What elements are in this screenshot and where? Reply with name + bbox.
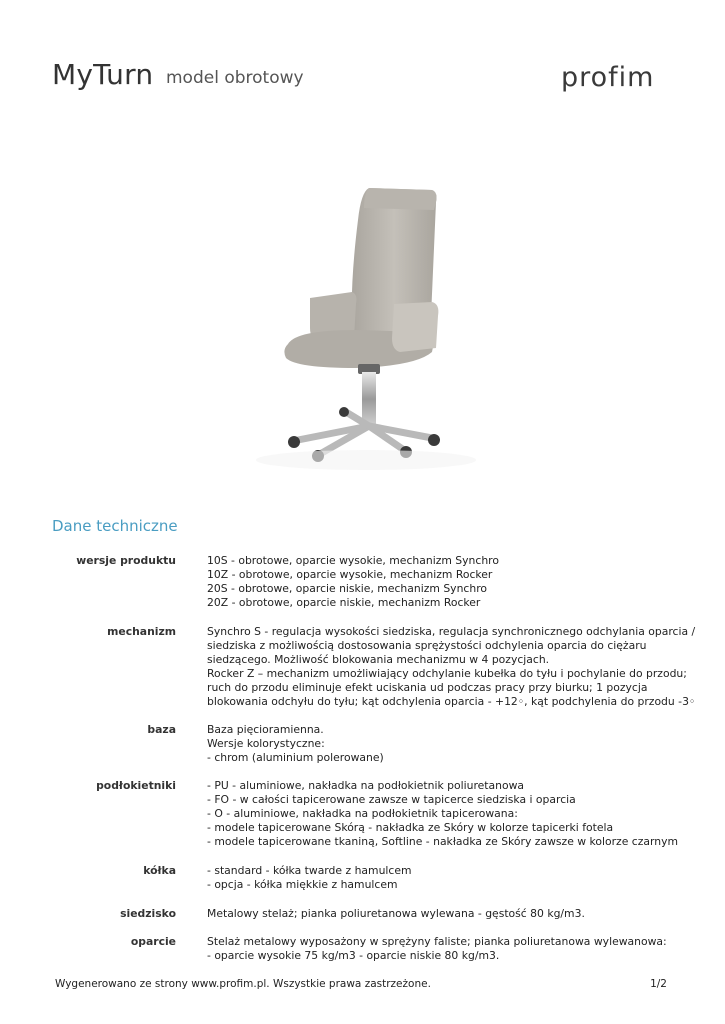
page-title: MyTurn: [52, 58, 154, 91]
spec-line: blokowania odchyłu do tyłu; kąt odchylenia oparcia - +12◦, kąt podchylenia do przodu -3◦: [207, 695, 696, 708]
spec-line: ruch do przodu eliminuje efekt uciskania ud podczas pracy przy biurku; 1 pozycja: [207, 681, 648, 694]
spec-line: - modele tapicerowane tkaniną, Softline - nakładka ze Skóry zawsze w kolorze czarnym: [207, 835, 679, 848]
spec-value: [207, 779, 679, 849]
spec-line: 10S - obrotowe, oparcie wysokie, mechanizm Synchro: [207, 554, 499, 567]
page-footer: [55, 978, 667, 990]
spec-label: mechanizm: [107, 625, 176, 638]
spec-line: Baza pięcioramienna.: [207, 723, 324, 736]
spec-value: [207, 554, 647, 610]
spec-line: Rocker Z – mechanizm umożliwiający odchylanie kubełka do tyłu i pochylanie do przodu;: [207, 667, 687, 680]
spec-line: Stelaż metalowy wyposażony w sprężyny faliste; pianka poliuretanowa wylewanowa:: [207, 935, 667, 948]
page-subtitle: model obrotowy: [166, 68, 304, 88]
spec-line: - chrom (aluminium polerowane): [207, 751, 384, 764]
spec-line: Synchro S - regulacja wysokości siedziska, regulacja synchronicznego odchylania oparcia /: [207, 625, 696, 638]
profim-logo: [561, 58, 673, 98]
spec-line: Wersje kolorystyczne:: [207, 737, 325, 750]
spec-label: oparcie: [130, 935, 176, 948]
spec-value: [207, 935, 667, 963]
section-title-dane-techniczne: Dane techniczne: [52, 517, 178, 535]
spec-line: Metalowy stelaż; pianka poliuretanowa wylewana - gęstość 80 kg/m3.: [207, 907, 585, 920]
spec-line: - modele tapicerowane Skórą - nakładka ze Skóry w kolorze tapicerki fotela: [207, 821, 614, 834]
spec-label: siedzisko: [120, 907, 176, 920]
spec-value: [207, 864, 647, 892]
spec-line: - standard - kółka twarde z hamulcem: [207, 864, 412, 877]
page-header: [52, 58, 673, 98]
office-chair-image: [236, 180, 488, 500]
spec-value: [207, 625, 696, 709]
spec-line: - FO - w całości tapicerowane zawsze w tapicerce siedziska i oparcia: [207, 793, 576, 806]
spec-line: - O - aluminiowe, nakładka na podłokietnik tapicerowana:: [207, 807, 518, 820]
spec-label: podłokietniki: [96, 779, 176, 792]
page-number: 1/2: [650, 978, 667, 990]
spec-label: wersje produktu: [76, 554, 176, 567]
spec-label: kółka: [143, 864, 176, 877]
spec-line: - opcja - kółka miękkie z hamulcem: [207, 878, 398, 891]
spec-line: - oparcie wysokie 75 kg/m3 - oparcie niskie 80 kg/m3.: [207, 949, 500, 962]
spec-line: 10Z - obrotowe, oparcie wysokie, mechanizm Rocker: [207, 568, 493, 581]
svg-text:profim: profim: [561, 62, 655, 93]
spec-line: 20S - obrotowe, oparcie niskie, mechanizm Synchro: [207, 582, 487, 595]
spec-label: baza: [147, 723, 176, 736]
spec-line: 20Z - obrotowe, oparcie niskie, mechanizm Rocker: [207, 596, 481, 609]
footer-text: Wygenerowano ze strony www.profim.pl. Wszystkie prawa zastrzeżone.: [55, 978, 431, 990]
spec-line: siedzącego. Możliwość blokowania mechanizmu w 4 pozycjach.: [207, 653, 550, 666]
spec-value: [207, 723, 647, 765]
spec-value: [207, 907, 647, 921]
spec-line: siedziska z możliwością dostosowania sprężystości odchylenia oparcia do ciężaru: [207, 639, 647, 652]
spec-line: - PU - aluminiowe, nakładka na podłokietnik poliuretanowa: [207, 779, 525, 792]
